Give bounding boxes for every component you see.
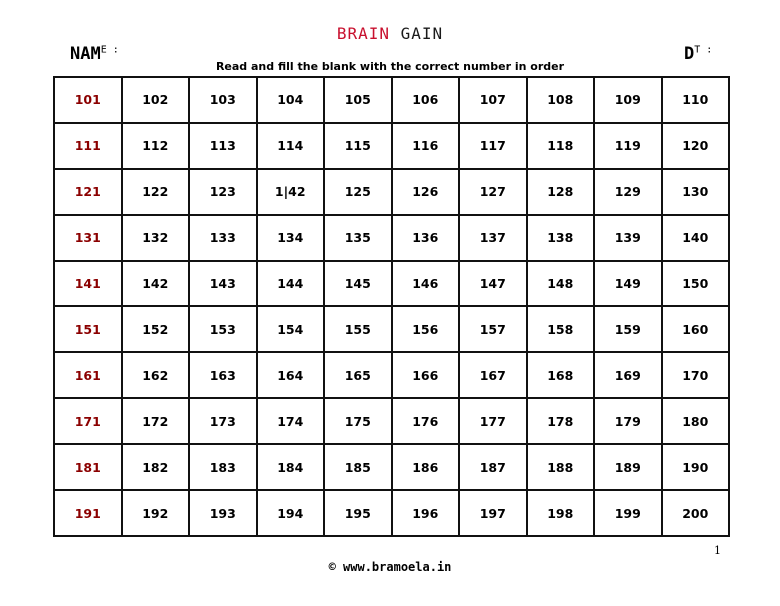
title-brain: BRAIN xyxy=(336,24,390,43)
grid-cell: 126 xyxy=(392,169,460,215)
grid-cell: 157 xyxy=(459,306,527,352)
grid-cell: 144 xyxy=(257,261,325,307)
grid-cell: 107 xyxy=(459,77,527,123)
grid-cell: 171 xyxy=(54,398,122,444)
grid-cell: 155 xyxy=(324,306,392,352)
grid-cell: 158 xyxy=(527,306,595,352)
grid-cell: 130 xyxy=(662,169,730,215)
grid-cell: 128 xyxy=(527,169,595,215)
grid-cell: 118 xyxy=(527,123,595,169)
grid-cell: 172 xyxy=(122,398,190,444)
grid-cell: 103 xyxy=(189,77,257,123)
grid-cell: 102 xyxy=(122,77,190,123)
grid-cell: 198 xyxy=(527,490,595,536)
worksheet-title xyxy=(0,24,780,43)
grid-cell: 127 xyxy=(459,169,527,215)
grid-cell: 1|42 xyxy=(257,169,325,215)
grid-cell: 193 xyxy=(189,490,257,536)
grid-cell: 137 xyxy=(459,215,527,261)
grid-cell: 105 xyxy=(324,77,392,123)
grid-cell: 106 xyxy=(392,77,460,123)
grid-cell: 150 xyxy=(662,261,730,307)
grid-row xyxy=(54,215,729,261)
grid-cell: 135 xyxy=(324,215,392,261)
grid-cell: 147 xyxy=(459,261,527,307)
grid-cell: 190 xyxy=(662,444,730,490)
grid-cell: 184 xyxy=(257,444,325,490)
grid-cell: 159 xyxy=(594,306,662,352)
grid-cell: 175 xyxy=(324,398,392,444)
grid-cell: 170 xyxy=(662,352,730,398)
grid-cell: 113 xyxy=(189,123,257,169)
grid-cell: 179 xyxy=(594,398,662,444)
grid-cell: 116 xyxy=(392,123,460,169)
grid-row xyxy=(54,123,729,169)
grid-row xyxy=(54,444,729,490)
grid-cell: 125 xyxy=(324,169,392,215)
grid-cell: 101 xyxy=(54,77,122,123)
grid-row xyxy=(54,306,729,352)
grid-cell: 182 xyxy=(122,444,190,490)
grid-cell: 114 xyxy=(257,123,325,169)
grid-cell: 166 xyxy=(392,352,460,398)
grid-row xyxy=(54,490,729,536)
grid-row xyxy=(54,169,729,215)
grid-cell: 183 xyxy=(189,444,257,490)
grid-cell: 152 xyxy=(122,306,190,352)
grid-cell: 112 xyxy=(122,123,190,169)
grid-row xyxy=(54,261,729,307)
grid-cell: 173 xyxy=(189,398,257,444)
grid-cell: 200 xyxy=(662,490,730,536)
grid-cell: 145 xyxy=(324,261,392,307)
grid-cell: 133 xyxy=(189,215,257,261)
number-grid xyxy=(53,76,730,537)
grid-cell: 178 xyxy=(527,398,595,444)
title-gain: GAIN xyxy=(400,24,444,43)
date-label-text: D xyxy=(684,44,695,64)
name-label-text: NAM xyxy=(70,44,101,64)
grid-cell: 196 xyxy=(392,490,460,536)
grid-cell: 122 xyxy=(122,169,190,215)
grid-cell: 163 xyxy=(189,352,257,398)
grid-cell: 138 xyxy=(527,215,595,261)
grid-cell: 111 xyxy=(54,123,122,169)
grid-cell: 164 xyxy=(257,352,325,398)
grid-cell: 119 xyxy=(594,123,662,169)
grid-cell: 194 xyxy=(257,490,325,536)
grid-cell: 108 xyxy=(527,77,595,123)
page-number: 1 xyxy=(714,544,721,557)
grid-cell: 109 xyxy=(594,77,662,123)
grid-cell: 149 xyxy=(594,261,662,307)
grid-cell: 169 xyxy=(594,352,662,398)
grid-cell: 141 xyxy=(54,261,122,307)
grid-cell: 181 xyxy=(54,444,122,490)
grid-cell: 185 xyxy=(324,444,392,490)
grid-cell: 168 xyxy=(527,352,595,398)
grid-cell: 186 xyxy=(392,444,460,490)
grid-cell: 192 xyxy=(122,490,190,536)
grid-cell: 162 xyxy=(122,352,190,398)
grid-cell: 153 xyxy=(189,306,257,352)
grid-cell: 134 xyxy=(257,215,325,261)
grid-row xyxy=(54,352,729,398)
date-label-sup: T : xyxy=(694,44,713,56)
grid-cell: 140 xyxy=(662,215,730,261)
grid-cell: 160 xyxy=(662,306,730,352)
grid-cell: 165 xyxy=(324,352,392,398)
grid-cell: 199 xyxy=(594,490,662,536)
grid-cell: 146 xyxy=(392,261,460,307)
grid-cell: 104 xyxy=(257,77,325,123)
grid-cell: 195 xyxy=(324,490,392,536)
grid-cell: 176 xyxy=(392,398,460,444)
grid-cell: 197 xyxy=(459,490,527,536)
grid-row xyxy=(54,398,729,444)
grid-cell: 129 xyxy=(594,169,662,215)
grid-cell: 132 xyxy=(122,215,190,261)
grid-cell: 117 xyxy=(459,123,527,169)
name-label-sup: E : xyxy=(100,44,119,56)
grid-cell: 156 xyxy=(392,306,460,352)
grid-cell: 131 xyxy=(54,215,122,261)
grid-cell: 154 xyxy=(257,306,325,352)
grid-row xyxy=(54,77,729,123)
grid-cell: 187 xyxy=(459,444,527,490)
grid-cell: 177 xyxy=(459,398,527,444)
grid-cell: 151 xyxy=(54,306,122,352)
grid-body xyxy=(54,77,729,536)
grid-cell: 136 xyxy=(392,215,460,261)
grid-cell: 180 xyxy=(662,398,730,444)
grid-cell: 188 xyxy=(527,444,595,490)
grid-cell: 143 xyxy=(189,261,257,307)
grid-cell: 174 xyxy=(257,398,325,444)
grid-cell: 123 xyxy=(189,169,257,215)
grid-cell: 120 xyxy=(662,123,730,169)
grid-cell: 139 xyxy=(594,215,662,261)
grid-cell: 148 xyxy=(527,261,595,307)
grid-cell: 142 xyxy=(122,261,190,307)
grid-cell: 115 xyxy=(324,123,392,169)
instruction-text: Read and fill the blank with the correct number in order xyxy=(215,60,565,73)
grid-cell: 191 xyxy=(54,490,122,536)
grid-cell: 161 xyxy=(54,352,122,398)
grid-cell: 110 xyxy=(662,77,730,123)
grid-cell: 121 xyxy=(54,169,122,215)
grid-cell: 167 xyxy=(459,352,527,398)
footer-website: © www.bramoela.in xyxy=(328,560,452,574)
grid-cell: 189 xyxy=(594,444,662,490)
